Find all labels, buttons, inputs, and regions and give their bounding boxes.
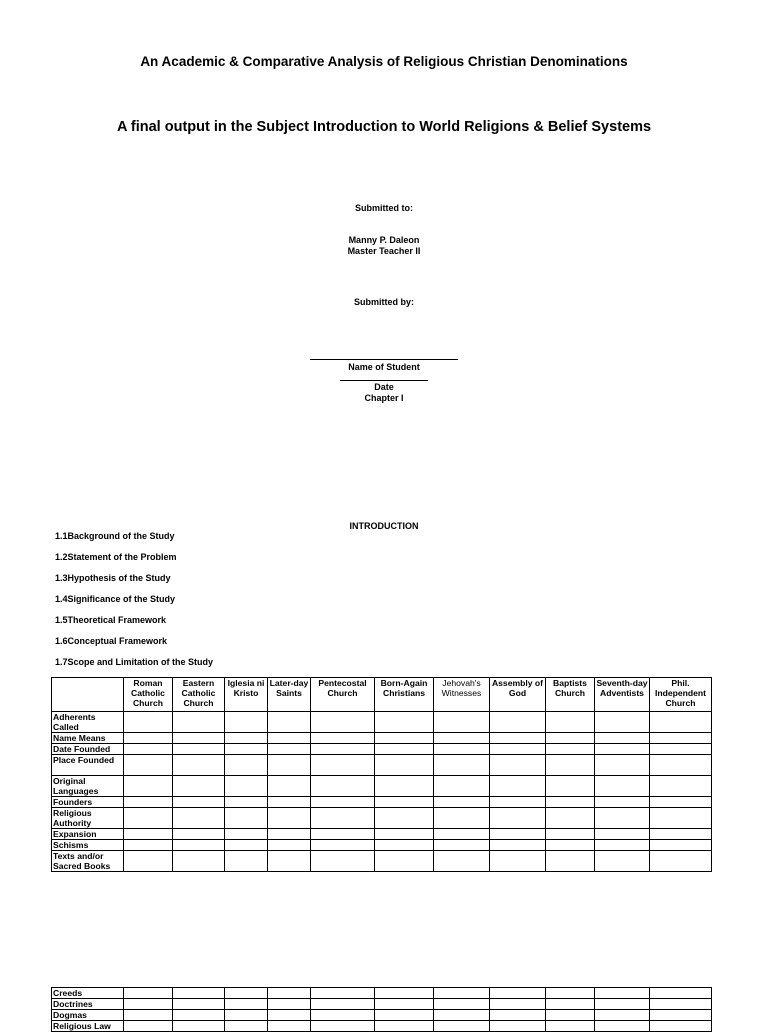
submitted-by-label: Submitted by: <box>354 297 414 307</box>
column-header: Iglesia ni Kristo <box>225 678 268 712</box>
column-header: Baptists Church <box>546 678 595 712</box>
row-label: Place Founded <box>52 755 124 776</box>
row-label: Religious Authority <box>52 808 124 829</box>
row-label: Original Languages <box>52 776 124 797</box>
row-label: Adherents Called <box>52 712 124 733</box>
introduction-heading: INTRODUCTION <box>349 521 419 531</box>
column-header: Assembly of God <box>490 678 546 712</box>
submitted-to-label: Submitted to: <box>355 203 413 213</box>
row-label: Date Founded <box>52 744 124 755</box>
row-label: Dogmas <box>52 1010 124 1021</box>
date-label: Date <box>374 382 394 392</box>
table-corner-cell <box>52 678 124 712</box>
teacher-name: Manny P. Daleon <box>348 235 420 245</box>
column-header: Roman Catholic Church <box>124 678 173 712</box>
column-header: Phil. Independent Church <box>650 678 712 712</box>
outline-item: 1.3Hypothesis of the Study <box>55 573 171 583</box>
outline-item: 1.7Scope and Limitation of the Study <box>55 657 214 667</box>
column-header: Born-Again Christians <box>375 678 434 712</box>
teacher-title: Master Teacher II <box>347 246 421 256</box>
column-header: Eastern Catholic Church <box>173 678 225 712</box>
date-line <box>340 380 428 381</box>
table-row <box>52 999 712 1010</box>
row-label: Religious Law <box>52 1021 124 1032</box>
table-row <box>52 988 712 999</box>
table-row <box>52 1010 712 1021</box>
table-row <box>52 776 712 797</box>
row-label: Schisms <box>52 840 124 851</box>
row-label: Name Means <box>52 733 124 744</box>
outline-item: 1.4Significance of the Study <box>55 594 176 604</box>
comparison-table-continued <box>51 987 712 1032</box>
outline-item: 1.5Theoretical Framework <box>55 615 167 625</box>
row-label: Texts and/or Sacred Books <box>52 851 124 872</box>
outline-item: 1.6Conceptual Framework <box>55 636 168 646</box>
table-header-row <box>52 678 712 712</box>
document-title: An Academic & Comparative Analysis of Religious Christian Denominations <box>140 54 628 69</box>
column-header: Later-day Saints <box>268 678 311 712</box>
column-header: Jehovah's Witnesses <box>434 678 490 712</box>
outline-item: 1.2Statement of the Problem <box>55 552 177 562</box>
row-label: Doctrines <box>52 999 124 1010</box>
outline-item: 1.1Background of the Study <box>55 531 175 541</box>
table-row <box>52 840 712 851</box>
student-name-line <box>310 359 458 360</box>
column-header: Pentecostal Church <box>311 678 375 712</box>
chapter-label: Chapter I <box>364 393 404 403</box>
comparison-table <box>51 677 712 872</box>
table-row <box>52 851 712 872</box>
table-row <box>52 808 712 829</box>
row-label: Expansion <box>52 829 124 840</box>
column-header: Seventh-day Adventists <box>595 678 650 712</box>
student-name-label: Name of Student <box>348 362 420 372</box>
table-row <box>52 744 712 755</box>
row-label: Founders <box>52 797 124 808</box>
table-row <box>52 829 712 840</box>
table-row <box>52 712 712 733</box>
document-subtitle: A final output in the Subject Introduction to World Religions & Belief Systems <box>116 119 652 135</box>
row-label: Creeds <box>52 988 124 999</box>
table-row <box>52 733 712 744</box>
table-row <box>52 755 712 776</box>
table-row <box>52 797 712 808</box>
table-row <box>52 1021 712 1032</box>
